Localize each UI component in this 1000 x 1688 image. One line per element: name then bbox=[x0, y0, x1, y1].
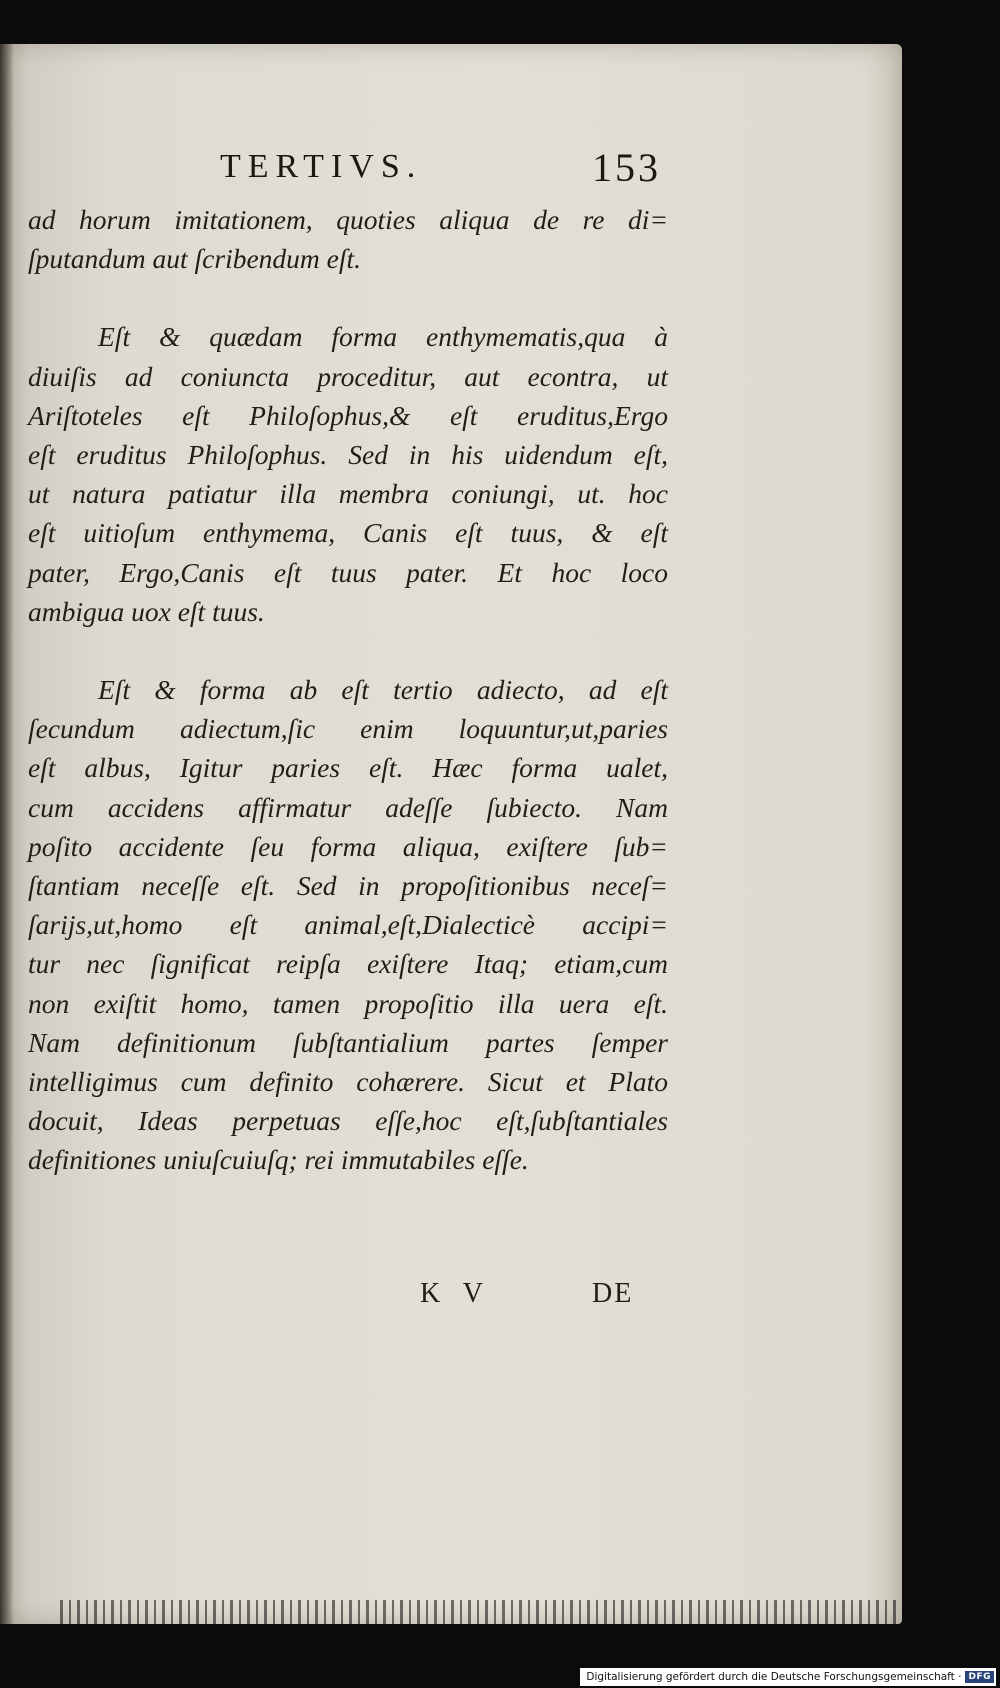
paragraph-gap bbox=[28, 631, 668, 670]
text-line: Eſt & forma ab eſt tertio adiecto, ad eſt bbox=[98, 674, 668, 706]
body-text bbox=[28, 200, 668, 1180]
text-line: tur nec ſignificat reipſa exiſtere Itaq; etiam,cum bbox=[28, 948, 668, 980]
text-line: definitiones uniuſcuiuſq; rei immutabiles eſſe. bbox=[28, 1144, 529, 1176]
text-line: eſt albus, Igitur paries eſt. Hæc forma ualet, bbox=[28, 752, 668, 784]
running-title: TERTIVS. bbox=[220, 148, 423, 185]
text-line: Eſt & quædam forma enthymematis,qua à bbox=[98, 321, 668, 353]
credit-text: Digitalisierung gefördert durch die Deutsche Forschungsgemeinschaft · bbox=[586, 1671, 962, 1683]
catchword-line bbox=[0, 1278, 902, 1318]
page-header bbox=[0, 145, 902, 198]
text-line: ad horum imitationem, quoties aliqua de re di= bbox=[28, 204, 668, 235]
text-line: ambigua uox eſt tuus. bbox=[28, 595, 265, 627]
text-line: poſito accidente ſeu forma aliqua, exiſtere ſub= bbox=[28, 830, 668, 862]
text-line: cum accidens affirmatur adeſſe ſubiecto. Nam bbox=[28, 791, 668, 823]
text-line: eſt uitioſum enthymema, Canis eſt tuus, & eſt bbox=[28, 517, 668, 549]
paragraph-gap bbox=[28, 278, 668, 317]
signature-mark: K V bbox=[420, 1278, 491, 1309]
text-line: non exiſtit homo, tamen propoſitio illa uera eſt. bbox=[28, 987, 668, 1019]
catchword: DE bbox=[592, 1278, 634, 1309]
text-line: ſtantiam neceſſe eſt. Sed in propoſitionibus neceſ= bbox=[28, 870, 668, 902]
text-line: ſecundum adiectum,ſic enim loquuntur,ut,paries bbox=[28, 713, 668, 745]
text-line: Ariſtoteles eſt Philoſophus,& eſt eruditus,Ergo bbox=[28, 399, 668, 431]
text-line: docuit, Ideas perpetuas eſſe,hoc eſt,ſubſtantiales bbox=[28, 1105, 668, 1137]
text-line: pater, Ergo,Canis eſt tuus pater. Et hoc loco bbox=[28, 556, 668, 588]
binding-gutter bbox=[0, 44, 14, 1624]
text-line: diuiſis ad coniuncta proceditur, aut econtra, ut bbox=[28, 360, 668, 392]
text-line: eſt eruditus Philoſophus. Sed in his uidendum eſt, bbox=[28, 439, 668, 471]
ragged-bottom-edge bbox=[60, 1600, 902, 1630]
text-line: ut natura patiatur illa membra coniungi, ut. hoc bbox=[28, 478, 668, 510]
text-line: intelligimus cum definito cohærere. Sicut et Plato bbox=[28, 1066, 668, 1098]
text-line: Nam definitionum ſubſtantialium partes ſemper bbox=[28, 1026, 668, 1058]
text-line: ſarijs,ut,homo eſt animal,eſt,Dialecticè accipi= bbox=[28, 909, 668, 941]
digitization-credit bbox=[580, 1668, 996, 1686]
dfg-logo-icon: DFG bbox=[965, 1671, 994, 1683]
text-line: ſputandum aut ſcribendum eſt. bbox=[28, 243, 362, 275]
page-number: 153 bbox=[592, 145, 661, 190]
